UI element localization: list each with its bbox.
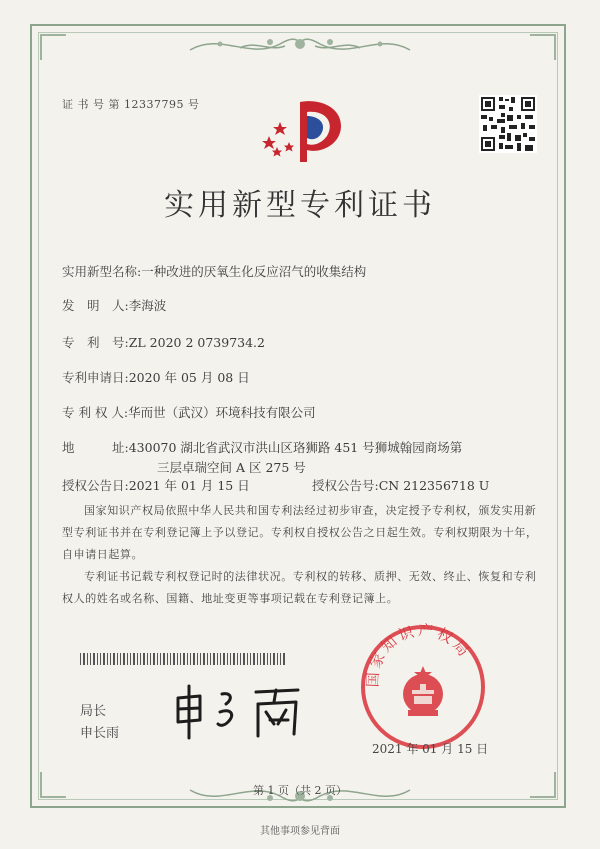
utility-model-name-value: 一种改进的厌氧生化反应沼气的收集结构 xyxy=(141,264,367,279)
inventor-label: 发 明 人: xyxy=(62,298,129,313)
director-name: 申长雨 xyxy=(80,726,120,741)
director-signature xyxy=(170,680,310,740)
grant-date-row xyxy=(62,476,250,494)
cnipa-logo xyxy=(255,92,350,172)
utility-model-name-label: 实用新型名称: xyxy=(62,264,142,279)
address-line-1: 430070 湖北省武汉市洪山区珞狮路 451 号狮城翰园商场第 xyxy=(128,440,463,455)
filing-date-value: 2020 年 05 月 08 日 xyxy=(128,370,250,385)
official-red-seal xyxy=(358,622,488,752)
grant-date-label: 授权公告日: xyxy=(62,478,129,493)
filing-date-label: 专利申请日: xyxy=(62,370,129,385)
patent-number-value: ZL 2020 2 0739734.2 xyxy=(128,335,265,350)
footer-note: 其他事项参见背面 xyxy=(260,826,340,837)
director-title: 局长 xyxy=(80,704,107,719)
page-indicator: 第 1 页（共 2 页） xyxy=(253,784,347,797)
svg-text:国家知识产权局: 国家知识产权局 xyxy=(363,622,475,688)
patent-number-row xyxy=(62,333,265,351)
qr-code-icon xyxy=(479,95,537,153)
grant-date-value: 2021 年 01 月 15 日 xyxy=(128,478,250,493)
address-line-2: 三层卓瑞空间 A 区 275 号 xyxy=(157,460,306,475)
patentee-value: 华而世（武汉）环境科技有限公司 xyxy=(128,405,316,420)
grant-number-value: CN 212356718 U xyxy=(378,478,490,493)
filing-date-row xyxy=(62,368,250,386)
patentee-row xyxy=(62,403,316,421)
utility-model-name-row xyxy=(62,262,366,280)
address-row xyxy=(62,438,462,456)
patentee-label: 专 利 权 人: xyxy=(62,405,129,420)
registration-note-paragraph: 专利证书记载专利权登记时的法律状况。专利权的转移、质押、无效、终止、恢复和专利权人的姓名或名称、国籍、地址变更等事项记载在专利登记簿上。 xyxy=(62,570,537,605)
grant-statement-paragraph: 国家知识产权局依照中华人民共和国专利法经过初步审查，决定授予专利权，颁发实用新型专利证书并在专利登记簿上予以登记。专利权自授权公告之日起生效。专利权期限为十年，自申请日起算。 xyxy=(62,504,538,561)
corner-ornament-top-right xyxy=(530,34,556,60)
patent-number-label: 专 利 号: xyxy=(62,335,129,350)
grant-number-row xyxy=(312,476,489,494)
inventor-row xyxy=(62,296,166,314)
top-floral-ornament xyxy=(180,30,420,64)
address-label: 地 址: xyxy=(62,440,129,455)
certificate-number: 证 书 号 第 12337795 号 xyxy=(62,98,200,111)
grant-number-label: 授权公告号: xyxy=(312,478,379,493)
certificate-title: 实用新型专利证书 xyxy=(164,188,436,223)
barcode-strip xyxy=(80,653,285,665)
corner-ornament-top-left xyxy=(40,34,66,60)
inventor-value: 李海波 xyxy=(128,298,167,313)
seal-date: 2021 年 01 月 15 日 xyxy=(372,742,489,756)
